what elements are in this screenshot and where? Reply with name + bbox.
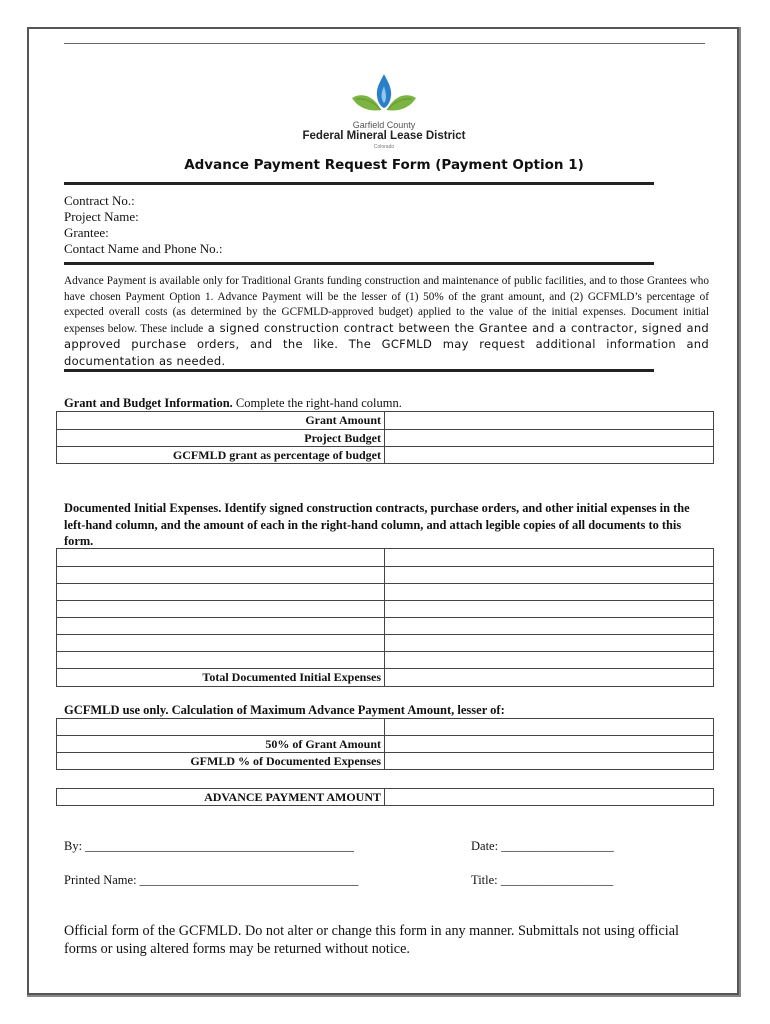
contract-no-label: Contract No.: [64, 193, 135, 208]
expense-description-field[interactable] [57, 652, 385, 669]
gcfmld-calculation-table [56, 718, 714, 770]
table-row [57, 669, 714, 687]
documented-expenses-heading: Documented Initial Expenses. Identify signed construction contracts, purchase orders, and other initial expenses in the left-hand column, and the amount of each in the right-hand column, and attach legible copies of all documents to this form. [64, 501, 690, 548]
grant-budget-table [56, 411, 714, 464]
fifty-percent-field[interactable] [385, 736, 714, 753]
fifty-percent-label: 50% of Grant Amount [57, 736, 385, 753]
logo-county-text: Garfield County [352, 120, 416, 130]
project-budget-field[interactable] [385, 430, 714, 447]
intro-paragraph [64, 274, 709, 370]
calculation-blank-field[interactable] [385, 719, 714, 736]
intro-text-part2: a signed construction contract between the Grantee and a contractor, signed and approved purchase orders, and the like. The GCFMLD may request additional information and documentation as needed. [64, 320, 710, 368]
grant-budget-heading-bold: Grant and Budget Information. [64, 396, 233, 410]
table-row [57, 635, 714, 652]
gcfmld-logo-icon [350, 72, 418, 120]
title-rule [64, 182, 654, 185]
expense-amount-field[interactable] [385, 652, 714, 669]
table-row [57, 430, 714, 447]
table-row [57, 736, 714, 753]
grantee-label: Grantee: [64, 225, 109, 240]
advance-payment-field[interactable] [385, 789, 714, 806]
table-row [57, 789, 714, 806]
table-row [57, 652, 714, 669]
expense-amount-field[interactable] [385, 618, 714, 635]
expense-description-field[interactable] [57, 549, 385, 567]
top-rule [64, 43, 705, 44]
expense-description-field[interactable] [57, 567, 385, 584]
documented-percent-label: GFMLD % of Documented Expenses [57, 753, 385, 770]
gcfmld-use-heading: GCFMLD use only. Calculation of Maximum Advance Payment Amount, lesser of: [64, 703, 505, 717]
table-row [57, 412, 714, 430]
expense-description-field[interactable] [57, 601, 385, 618]
expense-amount-field[interactable] [385, 635, 714, 652]
expense-description-field[interactable] [57, 618, 385, 635]
contact-label: Contact Name and Phone No.: [64, 241, 223, 256]
by-signature-line[interactable]: By: ___________________________________________ [64, 839, 354, 853]
calculation-blank-cell [57, 719, 385, 736]
form-title: Advance Payment Request Form (Payment Option 1) [184, 157, 584, 173]
table-row [57, 601, 714, 618]
logo-state-text: Colorado [373, 144, 395, 150]
documented-expenses-table [56, 548, 714, 687]
grant-amount-field[interactable] [385, 412, 714, 430]
intro-text-part1: Advance Payment is available only for Traditional Grants funding construction and maintenance of public facilities, and to those Grantees who have chosen Payment Option 1. Advance Payment will be the lesser of (1) 50% of the grant amount, and (2) GCFMLD’s percentage of expected overall costs (as determined by the GCFMLD-approved budget) applied to the value of the initial expenses. Document initial expenses below. These include [64, 275, 709, 335]
table-row [57, 549, 714, 567]
table-row [57, 567, 714, 584]
table-row [57, 584, 714, 601]
grant-percentage-field[interactable] [385, 447, 714, 464]
table-row [57, 618, 714, 635]
table-row [57, 753, 714, 770]
grant-amount-label: Grant Amount [57, 412, 385, 430]
documented-percent-field[interactable] [385, 753, 714, 770]
total-expenses-label: Total Documented Initial Expenses [57, 669, 385, 687]
table-row [57, 447, 714, 464]
contact-rule [64, 262, 654, 265]
project-budget-label: Project Budget [57, 430, 385, 447]
project-name-label: Project Name: [64, 209, 139, 224]
table-row [57, 719, 714, 736]
logo-district-name: Federal Mineral Lease District [302, 130, 466, 142]
date-line[interactable]: Date: __________________ [471, 839, 614, 853]
grant-budget-heading [64, 396, 402, 411]
expense-amount-field[interactable] [385, 584, 714, 601]
grant-budget-heading-rest: Complete the right-hand column. [232, 396, 402, 410]
intro-rule [64, 369, 654, 372]
total-expenses-field[interactable] [385, 669, 714, 687]
expense-amount-field[interactable] [385, 567, 714, 584]
printed-name-line[interactable]: Printed Name: ___________________________________ [64, 873, 359, 887]
expense-description-field[interactable] [57, 635, 385, 652]
advance-payment-table [56, 788, 714, 806]
expense-amount-field[interactable] [385, 549, 714, 567]
advance-payment-label: ADVANCE PAYMENT AMOUNT [57, 789, 385, 806]
grant-percentage-label: GCFMLD grant as percentage of budget [57, 447, 385, 464]
official-form-notice: Official form of the GCFMLD. Do not alter or change this form in any manner. Submittals not using official forms or using altered forms may be returned without notice. [64, 923, 679, 957]
expense-description-field[interactable] [57, 584, 385, 601]
expense-amount-field[interactable] [385, 601, 714, 618]
title-line[interactable]: Title: __________________ [471, 873, 614, 887]
